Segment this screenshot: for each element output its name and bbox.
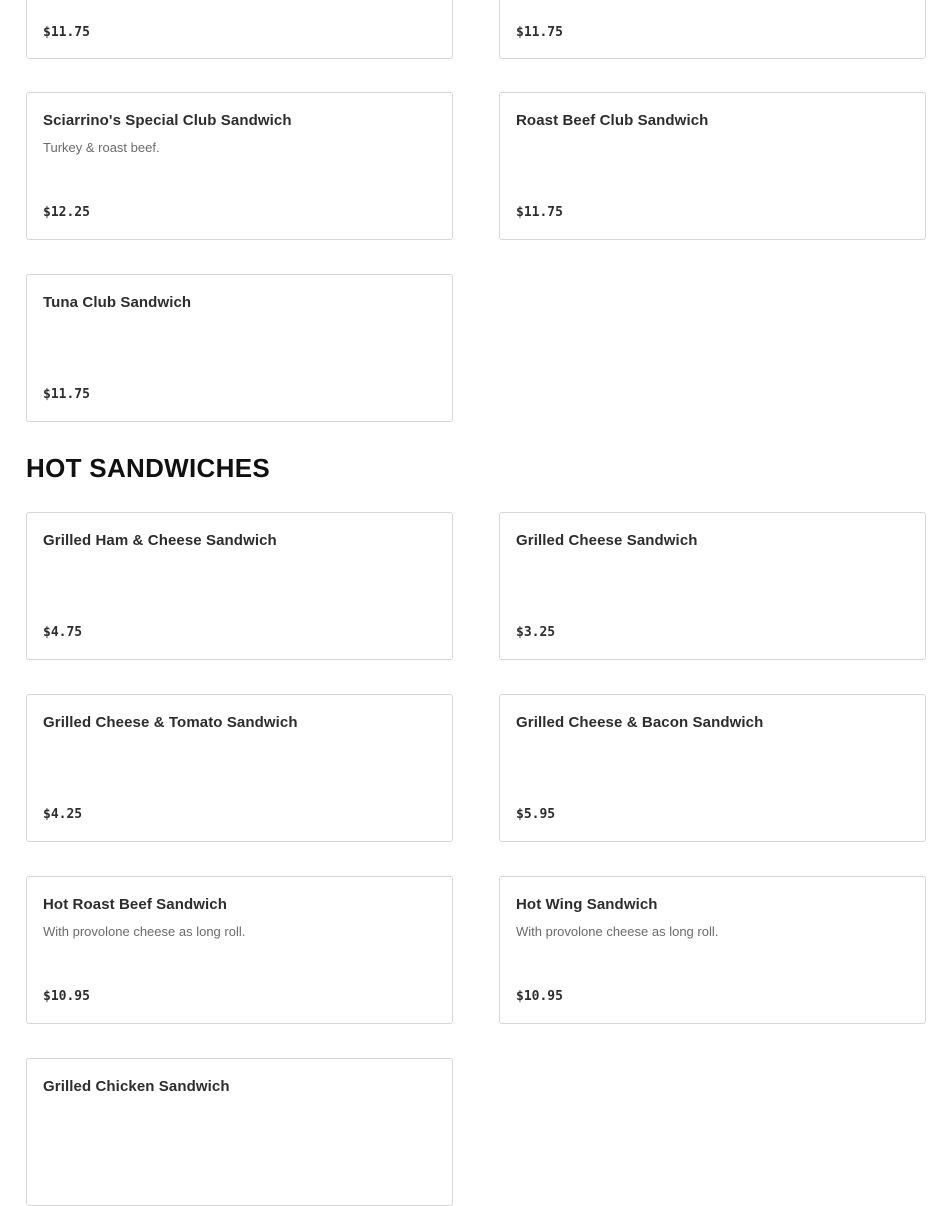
menu-item-card[interactable] <box>26 694 453 842</box>
menu-item-price: $4.75 <box>43 625 83 640</box>
menu-item-price: $3.25 <box>516 625 556 640</box>
menu-item-name: Grilled Ham & Cheese Sandwich <box>43 532 277 549</box>
menu-item-price: $12.25 <box>43 205 90 220</box>
menu-item-price: $11.75 <box>43 387 90 402</box>
menu-item-description: With provolone cheese as long roll. <box>43 924 246 939</box>
menu-item-name: Grilled Cheese & Bacon Sandwich <box>516 714 764 731</box>
menu-item-card[interactable] <box>499 876 926 1024</box>
menu-item-card[interactable] <box>499 694 926 842</box>
menu-item-name: Grilled Cheese Sandwich <box>516 532 698 549</box>
menu-item-price: $11.75 <box>516 205 563 220</box>
menu-item-card[interactable] <box>26 512 453 660</box>
menu-item-description: With provolone cheese as long roll. <box>516 924 719 939</box>
menu-item-card[interactable] <box>499 512 926 660</box>
menu-item-name: Sciarrino's Special Club Sandwich <box>43 112 292 129</box>
menu-item-name: Grilled Cheese & Tomato Sandwich <box>43 714 298 731</box>
menu-item-name: Roast Beef Club Sandwich <box>516 112 709 129</box>
menu-item-card[interactable] <box>26 876 453 1024</box>
menu-item-card[interactable] <box>26 92 453 240</box>
menu-item-card[interactable] <box>26 0 453 59</box>
menu-item-name: Hot Roast Beef Sandwich <box>43 896 227 913</box>
menu-item-name: Grilled Chicken Sandwich <box>43 1078 230 1095</box>
menu-item-card[interactable] <box>26 1058 453 1206</box>
menu-item-price: $5.95 <box>516 807 556 822</box>
menu-item-price: $11.75 <box>43 25 90 40</box>
menu-item-price: $4.25 <box>43 807 83 822</box>
section-title: HOT SANDWICHES <box>26 453 270 483</box>
menu-item-name: Hot Wing Sandwich <box>516 896 658 913</box>
menu-item-price: $10.95 <box>516 989 563 1004</box>
menu-item-card[interactable] <box>499 92 926 240</box>
menu-item-price: $10.95 <box>43 989 90 1004</box>
menu-item-card[interactable] <box>499 0 926 59</box>
menu-item-name: Tuna Club Sandwich <box>43 294 192 311</box>
menu-item-card[interactable] <box>26 274 453 422</box>
menu-item-description: Turkey & roast beef. <box>43 140 160 155</box>
menu-item-price: $11.75 <box>516 25 563 40</box>
